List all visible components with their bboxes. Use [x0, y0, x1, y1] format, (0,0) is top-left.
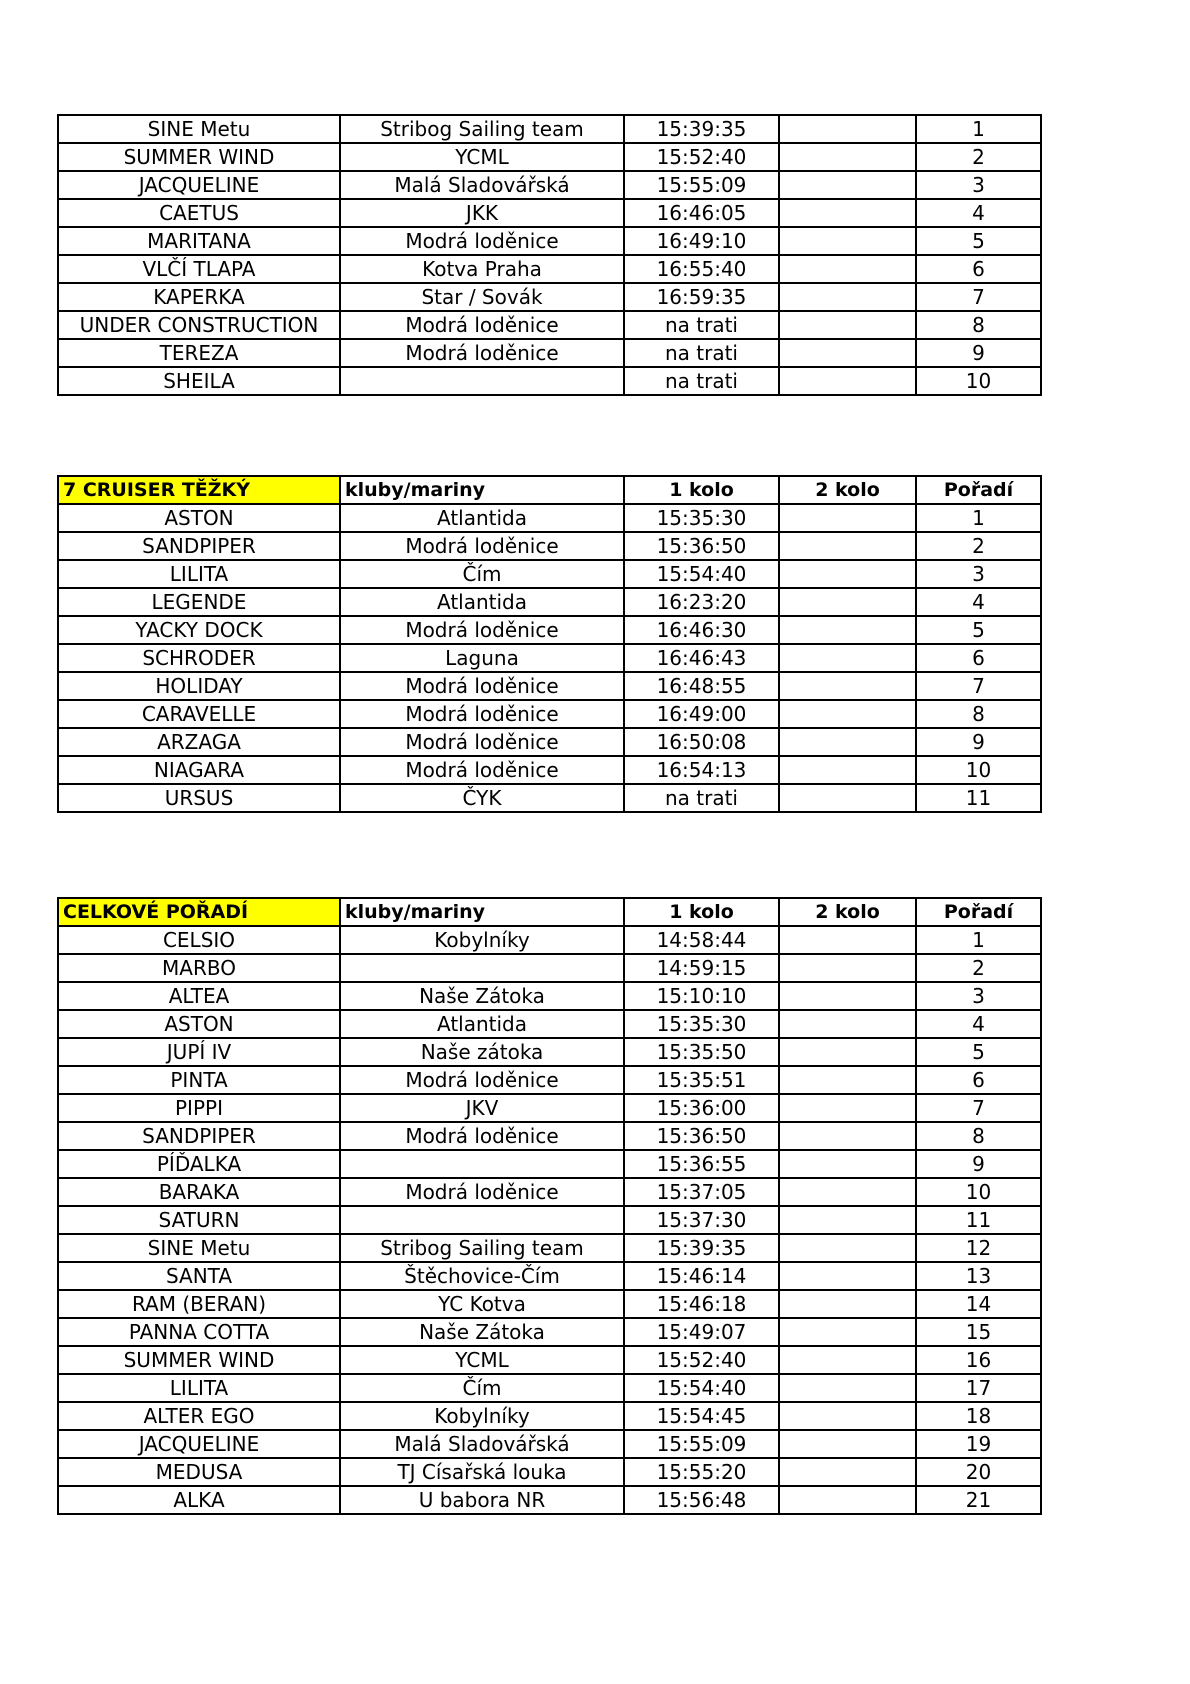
rank-cell: 12 [916, 1234, 1041, 1262]
table-row [58, 756, 1041, 784]
round-2-time-cell [779, 1094, 916, 1122]
club-cell: Naše zátoka [340, 1038, 624, 1066]
club-cell: Modrá loděnice [340, 532, 624, 560]
rank-cell: 18 [916, 1402, 1041, 1430]
club-cell [340, 1206, 624, 1234]
table-row [58, 982, 1041, 1010]
boat-name-cell: PANNA COTTA [58, 1318, 340, 1346]
rank-cell: 14 [916, 1290, 1041, 1318]
table-row [58, 954, 1041, 982]
round-2-time-cell [779, 588, 916, 616]
boat-name-cell: SATURN [58, 1206, 340, 1234]
rank-cell: 4 [916, 1010, 1041, 1038]
table-row [58, 1038, 1041, 1066]
club-cell: Naše Zátoka [340, 982, 624, 1010]
table-row [58, 504, 1041, 532]
table-row [58, 143, 1041, 171]
club-cell: ČYK [340, 784, 624, 812]
round-1-time-cell: 15:54:40 [624, 1374, 779, 1402]
round-1-time-cell: na trati [624, 339, 779, 367]
round-2-time-cell [779, 115, 916, 143]
club-cell [340, 954, 624, 982]
boat-name-cell: ASTON [58, 504, 340, 532]
table-row [58, 1346, 1041, 1374]
round-1-time-cell: 15:52:40 [624, 1346, 779, 1374]
club-cell: Atlantida [340, 504, 624, 532]
round-2-time-cell [779, 367, 916, 395]
round-1-time-cell: 15:35:50 [624, 1038, 779, 1066]
club-cell: Star / Sovák [340, 283, 624, 311]
table-row [58, 784, 1041, 812]
boat-name-cell: SANTA [58, 1262, 340, 1290]
round-1-time-cell: 16:49:10 [624, 227, 779, 255]
round-1-time-cell: 15:56:48 [624, 1486, 779, 1514]
round-1-time-cell: 15:55:09 [624, 1430, 779, 1458]
boat-name-cell: CAETUS [58, 199, 340, 227]
rank-cell: 6 [916, 255, 1041, 283]
round-2-time-cell [779, 1262, 916, 1290]
club-cell: YCML [340, 1346, 624, 1374]
table-row [58, 700, 1041, 728]
club-cell: Modrá loděnice [340, 672, 624, 700]
table-row [58, 1374, 1041, 1402]
boat-name-cell: BARAKA [58, 1178, 340, 1206]
rank-cell: 19 [916, 1430, 1041, 1458]
round-1-time-cell: 15:35:30 [624, 504, 779, 532]
round-1-time-cell: 16:55:40 [624, 255, 779, 283]
round-2-time-cell [779, 1234, 916, 1262]
round-1-time-cell: 15:55:20 [624, 1458, 779, 1486]
table-row [58, 644, 1041, 672]
round-2-time-cell [779, 672, 916, 700]
rank-cell: 21 [916, 1486, 1041, 1514]
rank-cell: 8 [916, 311, 1041, 339]
rank-header-cell: Pořadí [916, 898, 1041, 926]
round-2-time-cell [779, 311, 916, 339]
table-header-row [58, 898, 1041, 926]
round-2-time-cell [779, 532, 916, 560]
boat-name-cell: ALTEA [58, 982, 340, 1010]
rank-cell: 8 [916, 700, 1041, 728]
table-row [58, 283, 1041, 311]
round-1-time-cell: 16:46:43 [624, 644, 779, 672]
round-1-header-cell: 1 kolo [624, 476, 779, 504]
club-cell: Modrá loděnice [340, 1122, 624, 1150]
club-cell: U babora NR [340, 1486, 624, 1514]
table-row [58, 339, 1041, 367]
round-1-time-cell: 15:36:50 [624, 1122, 779, 1150]
table-row [58, 367, 1041, 395]
boat-name-cell: MARBO [58, 954, 340, 982]
round-1-time-cell: 15:39:35 [624, 115, 779, 143]
round-2-time-cell [779, 1402, 916, 1430]
round-2-time-cell [779, 1486, 916, 1514]
boat-name-cell: ASTON [58, 1010, 340, 1038]
rank-cell: 9 [916, 1150, 1041, 1178]
club-cell: Malá Sladovářská [340, 171, 624, 199]
boat-name-cell: KAPERKA [58, 283, 340, 311]
boat-name-cell: NIAGARA [58, 756, 340, 784]
results-table-cruiser-heavy [57, 475, 1042, 813]
boat-name-cell: PIPPI [58, 1094, 340, 1122]
table-row [58, 255, 1041, 283]
boat-name-cell: PÍĎALKA [58, 1150, 340, 1178]
round-2-time-cell [779, 728, 916, 756]
table-row [58, 1486, 1041, 1514]
round-2-time-cell [779, 954, 916, 982]
round-2-time-cell [779, 1290, 916, 1318]
boat-name-cell: CELSIO [58, 926, 340, 954]
club-cell: Čím [340, 560, 624, 588]
table-row [58, 1066, 1041, 1094]
category-title-cell: CELKOVÉ POŘADÍ [58, 898, 340, 926]
table-row [58, 1290, 1041, 1318]
round-2-time-cell [779, 560, 916, 588]
round-1-time-cell: 15:36:50 [624, 532, 779, 560]
rank-cell: 1 [916, 115, 1041, 143]
round-1-time-cell: 15:55:09 [624, 171, 779, 199]
round-1-time-cell: 15:37:30 [624, 1206, 779, 1234]
rank-cell: 5 [916, 616, 1041, 644]
table-row [58, 532, 1041, 560]
round-1-time-cell: 15:35:51 [624, 1066, 779, 1094]
round-2-time-cell [779, 616, 916, 644]
round-2-time-cell [779, 1010, 916, 1038]
boat-name-cell: SUMMER WIND [58, 1346, 340, 1374]
rank-cell: 7 [916, 672, 1041, 700]
rank-cell: 11 [916, 784, 1041, 812]
rank-cell: 10 [916, 367, 1041, 395]
round-1-time-cell: 15:49:07 [624, 1318, 779, 1346]
boat-name-cell: ARZAGA [58, 728, 340, 756]
round-1-time-cell: 15:52:40 [624, 143, 779, 171]
club-cell: Naše Zátoka [340, 1318, 624, 1346]
boat-name-cell: URSUS [58, 784, 340, 812]
round-2-time-cell [779, 1066, 916, 1094]
table-row [58, 616, 1041, 644]
table-row [58, 672, 1041, 700]
round-2-time-cell [779, 1150, 916, 1178]
rank-cell: 3 [916, 560, 1041, 588]
rank-cell: 6 [916, 1066, 1041, 1094]
round-2-time-cell [779, 339, 916, 367]
table-row [58, 1318, 1041, 1346]
table-row [58, 1430, 1041, 1458]
boat-name-cell: ALKA [58, 1486, 340, 1514]
rank-header-cell: Pořadí [916, 476, 1041, 504]
round-2-time-cell [779, 199, 916, 227]
rank-cell: 9 [916, 728, 1041, 756]
rank-cell: 15 [916, 1318, 1041, 1346]
boat-name-cell: SANDPIPER [58, 532, 340, 560]
club-cell: Atlantida [340, 588, 624, 616]
club-cell: Modrá loděnice [340, 728, 624, 756]
club-header-cell: kluby/mariny [340, 476, 624, 504]
round-2-time-cell [779, 644, 916, 672]
round-1-time-cell: 16:46:30 [624, 616, 779, 644]
round-2-time-cell [779, 784, 916, 812]
rank-cell: 6 [916, 644, 1041, 672]
rank-cell: 16 [916, 1346, 1041, 1374]
club-cell: JKV [340, 1094, 624, 1122]
table-row [58, 171, 1041, 199]
round-2-header-cell: 2 kolo [779, 476, 916, 504]
rank-cell: 3 [916, 982, 1041, 1010]
round-2-time-cell [779, 756, 916, 784]
boat-name-cell: YACKY DOCK [58, 616, 340, 644]
round-2-time-cell [779, 1206, 916, 1234]
club-cell: Modrá loděnice [340, 1178, 624, 1206]
table-row [58, 1010, 1041, 1038]
boat-name-cell: JACQUELINE [58, 171, 340, 199]
round-1-time-cell: 15:54:45 [624, 1402, 779, 1430]
round-1-time-cell: na trati [624, 367, 779, 395]
round-1-time-cell: 16:23:20 [624, 588, 779, 616]
round-1-time-cell: 15:39:35 [624, 1234, 779, 1262]
round-1-time-cell: 15:46:14 [624, 1262, 779, 1290]
club-cell: Modrá loděnice [340, 756, 624, 784]
boat-name-cell: SUMMER WIND [58, 143, 340, 171]
round-2-time-cell [779, 1374, 916, 1402]
table-row [58, 199, 1041, 227]
boat-name-cell: SCHRODER [58, 644, 340, 672]
rank-cell: 3 [916, 171, 1041, 199]
rank-cell: 2 [916, 532, 1041, 560]
club-cell: JKK [340, 199, 624, 227]
round-2-time-cell [779, 255, 916, 283]
rank-cell: 13 [916, 1262, 1041, 1290]
round-1-header-cell: 1 kolo [624, 898, 779, 926]
table-header-row [58, 476, 1041, 504]
rank-cell: 5 [916, 1038, 1041, 1066]
round-2-time-cell [779, 700, 916, 728]
rank-cell: 20 [916, 1458, 1041, 1486]
round-2-time-cell [779, 1122, 916, 1150]
rank-cell: 1 [916, 926, 1041, 954]
rank-cell: 4 [916, 588, 1041, 616]
club-cell [340, 1150, 624, 1178]
rank-cell: 11 [916, 1206, 1041, 1234]
boat-name-cell: JACQUELINE [58, 1430, 340, 1458]
round-1-time-cell: 16:54:13 [624, 756, 779, 784]
rank-cell: 7 [916, 1094, 1041, 1122]
round-1-time-cell: 15:37:05 [624, 1178, 779, 1206]
round-1-time-cell: na trati [624, 784, 779, 812]
round-1-time-cell: 15:36:00 [624, 1094, 779, 1122]
club-cell: YC Kotva [340, 1290, 624, 1318]
round-2-time-cell [779, 171, 916, 199]
round-2-time-cell [779, 926, 916, 954]
rank-cell: 4 [916, 199, 1041, 227]
rank-cell: 8 [916, 1122, 1041, 1150]
boat-name-cell: VLČÍ TLAPA [58, 255, 340, 283]
boat-name-cell: RAM (BERAN) [58, 1290, 340, 1318]
rank-cell: 2 [916, 143, 1041, 171]
table-row [58, 1094, 1041, 1122]
club-cell: TJ Císařská louka [340, 1458, 624, 1486]
rank-cell: 10 [916, 1178, 1041, 1206]
boat-name-cell: ALTER EGO [58, 1402, 340, 1430]
table-row [58, 1262, 1041, 1290]
round-1-time-cell: 14:59:15 [624, 954, 779, 982]
category-title-cell: 7 CRUISER TĚŽKÝ [58, 476, 340, 504]
boat-name-cell: LILITA [58, 1374, 340, 1402]
club-cell: Modrá loděnice [340, 227, 624, 255]
round-1-time-cell: 16:46:05 [624, 199, 779, 227]
table-row [58, 560, 1041, 588]
club-cell: Stribog Sailing team [340, 115, 624, 143]
boat-name-cell: TEREZA [58, 339, 340, 367]
club-cell: YCML [340, 143, 624, 171]
round-2-time-cell [779, 1178, 916, 1206]
round-1-time-cell: 15:46:18 [624, 1290, 779, 1318]
boat-name-cell: SHEILA [58, 367, 340, 395]
boat-name-cell: MARITANA [58, 227, 340, 255]
round-2-header-cell: 2 kolo [779, 898, 916, 926]
club-cell: Atlantida [340, 1010, 624, 1038]
club-cell: Modrá loděnice [340, 339, 624, 367]
table-row [58, 926, 1041, 954]
table-row [58, 728, 1041, 756]
club-cell [340, 367, 624, 395]
round-2-time-cell [779, 1038, 916, 1066]
club-cell: Modrá loděnice [340, 1066, 624, 1094]
table-row [58, 227, 1041, 255]
table-row [58, 1206, 1041, 1234]
round-2-time-cell [779, 982, 916, 1010]
club-cell: Štěchovice-Čím [340, 1262, 624, 1290]
round-1-time-cell: na trati [624, 311, 779, 339]
rank-cell: 17 [916, 1374, 1041, 1402]
boat-name-cell: LILITA [58, 560, 340, 588]
rank-cell: 1 [916, 504, 1041, 532]
results-table-overall [57, 897, 1042, 1515]
boat-name-cell: SINE Metu [58, 115, 340, 143]
boat-name-cell: LEGENDE [58, 588, 340, 616]
boat-name-cell: MEDUSA [58, 1458, 340, 1486]
club-cell: Modrá loděnice [340, 700, 624, 728]
round-2-time-cell [779, 504, 916, 532]
round-2-time-cell [779, 227, 916, 255]
round-1-time-cell: 16:50:08 [624, 728, 779, 756]
boat-name-cell: CARAVELLE [58, 700, 340, 728]
rank-cell: 9 [916, 339, 1041, 367]
boat-name-cell: JUPÍ IV [58, 1038, 340, 1066]
boat-name-cell: UNDER CONSTRUCTION [58, 311, 340, 339]
round-2-time-cell [779, 143, 916, 171]
club-cell: Kotva Praha [340, 255, 624, 283]
rank-cell: 5 [916, 227, 1041, 255]
table-row [58, 1122, 1041, 1150]
club-header-cell: kluby/mariny [340, 898, 624, 926]
club-cell: Modrá loděnice [340, 311, 624, 339]
table-row [58, 588, 1041, 616]
rank-cell: 2 [916, 954, 1041, 982]
club-cell: Čím [340, 1374, 624, 1402]
round-1-time-cell: 16:48:55 [624, 672, 779, 700]
table-row [58, 1234, 1041, 1262]
round-1-time-cell: 16:59:35 [624, 283, 779, 311]
boat-name-cell: PINTA [58, 1066, 340, 1094]
round-2-time-cell [779, 283, 916, 311]
club-cell: Laguna [340, 644, 624, 672]
club-cell: Malá Sladovářská [340, 1430, 624, 1458]
club-cell: Stribog Sailing team [340, 1234, 624, 1262]
round-1-time-cell: 15:10:10 [624, 982, 779, 1010]
round-1-time-cell: 15:36:55 [624, 1150, 779, 1178]
table-row [58, 1150, 1041, 1178]
round-1-time-cell: 14:58:44 [624, 926, 779, 954]
table-row [58, 311, 1041, 339]
round-2-time-cell [779, 1430, 916, 1458]
round-2-time-cell [779, 1318, 916, 1346]
rank-cell: 7 [916, 283, 1041, 311]
results-table-continued [57, 114, 1042, 396]
club-cell: Modrá loděnice [340, 616, 624, 644]
round-2-time-cell [779, 1458, 916, 1486]
club-cell: Kobylníky [340, 1402, 624, 1430]
round-2-time-cell [779, 1346, 916, 1374]
boat-name-cell: SINE Metu [58, 1234, 340, 1262]
round-1-time-cell: 15:35:30 [624, 1010, 779, 1038]
rank-cell: 10 [916, 756, 1041, 784]
table-row [58, 115, 1041, 143]
table-row [58, 1458, 1041, 1486]
table-row [58, 1402, 1041, 1430]
round-1-time-cell: 15:54:40 [624, 560, 779, 588]
round-1-time-cell: 16:49:00 [624, 700, 779, 728]
boat-name-cell: HOLIDAY [58, 672, 340, 700]
club-cell: Kobylníky [340, 926, 624, 954]
boat-name-cell: SANDPIPER [58, 1122, 340, 1150]
table-row [58, 1178, 1041, 1206]
